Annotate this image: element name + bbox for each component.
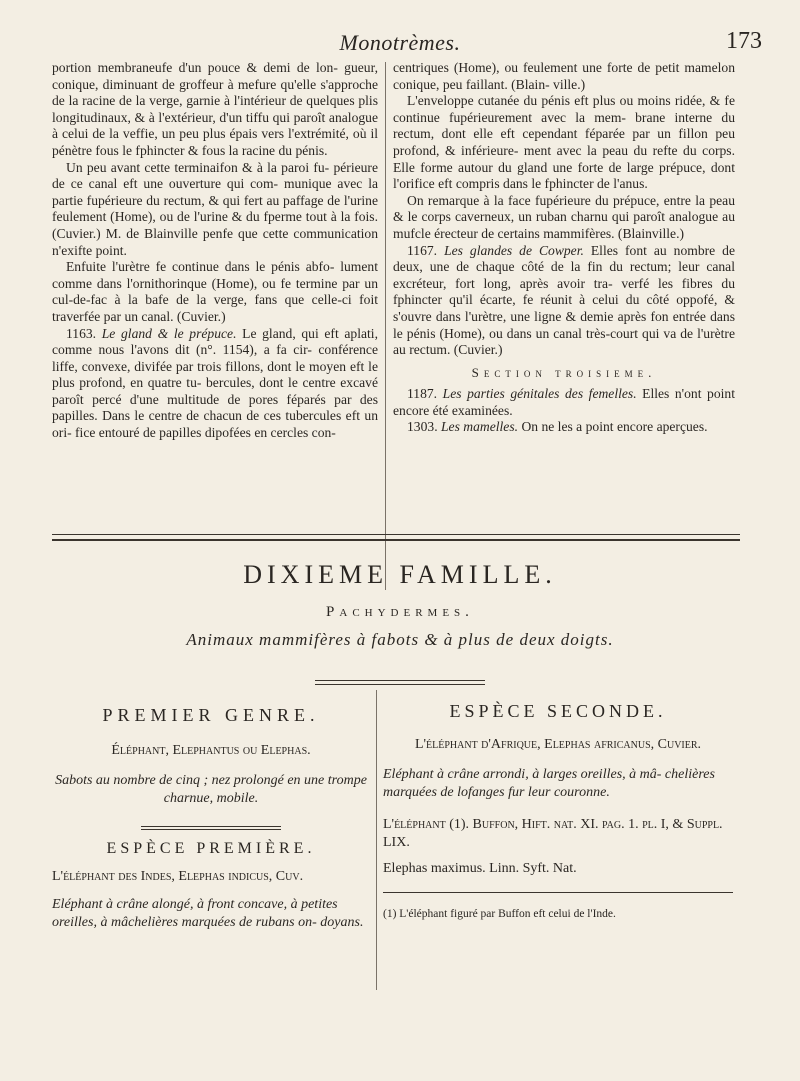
section-rule	[141, 826, 281, 830]
species-heading: ESPÈCE PREMIÈRE.	[106, 840, 316, 857]
double-rule	[52, 534, 740, 541]
species-heading: ESPÈCE SECONDE.	[449, 701, 667, 721]
section-heading: Section troisieme.	[471, 364, 657, 380]
species-name: L'éléphant d'Afrique, Elephas africanus, Cuvier.	[414, 737, 702, 752]
paragraph-heading: Les mamelles.	[441, 419, 519, 435]
column-divider	[376, 690, 377, 990]
running-head	[0, 22, 800, 58]
page-number: 173	[726, 28, 762, 54]
paragraph-text: Elles font au nombre de deux, une de chaque côté de la fin du rectum; leur canal excréteur, fort long, après avoir tra- verfé les fibres du fphincter qu'il écarte, fe réunit à celui du côté oppofé, & s'ouvre dans l'urètre, une ligne & demie après fon entrée dans le pénis (Home), ou dans un canal très-court qui va de l'urètre au rectum. (Cuvier.)	[393, 242, 735, 358]
paragraph-number: 1187.	[407, 386, 438, 402]
paragraph-text: Le gland, qui eft aplati, comme nous l'avons dit (n°. 1154), a fa cir- conférence liffe, convexe, divifée par trois fillons, dont le moyen eft le plus profond, en quatre tu- bercules, dont le centre excavé paroît percé d'une multitude de pores féparés par des papilles. Dans le centre de chacun de ces tubercules eft un ori- fice entouré de papilles dipofées en cercles con-	[52, 325, 378, 441]
paragraph: centriques (Home), ou feulement une forte de petit mamelon conique, peu faillant. (Blain- ville.)	[393, 60, 735, 92]
running-head-title: Monotrèmes.	[339, 30, 461, 55]
paragraph: portion membraneufe d'un pouce & demi de lon- gueur, conique, diminuant de groffeur à mefure qu'elle s'approche de la racine de la verge, garnie à l'intérieur de quelques plis longitudinaux, & à l'extérieur, d'un tiffu qui paroît analogue à celui de la veffie, un peu plus épais vers l'extrémité, où il pénètre fous le fphincter & fous la racine du pénis.	[52, 60, 378, 158]
footnote: (1) L'éléphant figuré par Buffon eft celui de l'Inde.	[383, 908, 616, 920]
text-column-left-top	[52, 60, 378, 442]
species-name: L'éléphant des Indes, Elephas indicus, Cuv.	[52, 869, 304, 884]
paragraph-number: 1163.	[66, 325, 97, 341]
paragraph-heading: Le gland & le prépuce.	[101, 325, 237, 341]
paragraph-text: Elles n'ont point encore été examinées.	[393, 386, 735, 418]
column-divider	[385, 62, 386, 590]
paragraph: Un peu avant cette terminaifon & à la paroi fu- périeure de ce canal eft une ouverture qui com- munique avec la partie fupérieure du rectum, & qui fert au paffage de l'urine feulement (Home), ou de l'urine & du fperme tout à la fois. (Cuvier.) M. de Blainville penfe que cette communication n'exifte point.	[52, 159, 378, 258]
genus-name: Éléphant, Elephantus ou Elephas.	[111, 743, 311, 758]
paragraph-heading: Les glandes de Cowper.	[444, 242, 584, 258]
reference: L'éléphant (1). Buffon, Hift. nat. XI. pag. 1. pl. I, & Suppl. LIX.	[383, 817, 723, 850]
text-column-right-bottom	[383, 702, 733, 923]
species-description: Eléphant à crâne alongé, à front concave, à petites oreilles, à mâchelières marquées de rubans on- doyans.	[52, 897, 364, 930]
family-subtitle: Pachydermes.	[326, 604, 474, 620]
reference: Elephas maximus. Linn. Syft. Nat.	[383, 861, 577, 876]
family-description: Animaux mammifères à fabots & à plus de deux doigts.	[186, 630, 614, 649]
genus-description: Sabots au nombre de cinq ; nez prolongé en une trompe charnue, mobile.	[55, 773, 367, 806]
short-rule	[315, 680, 485, 685]
paragraph: L'enveloppe cutanée du pénis eft plus ou moins ridée, & fe continue fupérieurement avec la mem- brane interne du rectum, dont elle eft cependant féparée par un fillon peu profond, & inférieure- ment avec la peau du refte du corps. Elle forme autour du gland une forte de large prépuce, dont l'orifice eft compris dans le fphincter de l'anus.	[393, 93, 735, 192]
family-title: DIXIEME FAMILLE.	[243, 560, 557, 589]
text-column-right-top	[393, 60, 735, 436]
paragraph-text: On ne les a point encore aperçues.	[521, 419, 708, 435]
paragraph-number: 1303.	[407, 419, 438, 435]
paragraph-1187	[393, 386, 735, 419]
paragraph: On remarque à la face fupérieure du prépuce, entre la peau & le corps caverneux, un ruban charnu qui paroît analogue au mufcle érecteur de certains mammifères. (Blainville.)	[393, 192, 735, 241]
paragraph-1303	[393, 419, 735, 436]
paragraph-1163	[52, 326, 378, 442]
paragraph-number: 1167.	[407, 242, 438, 258]
paragraph: Enfuite l'urètre fe continue dans le pénis abfo- lument comme dans l'ornithorinque (Home), ou fe termine par un cul-de-fac à la bafe de la verge, fans que celle-ci foit traverfée par un canal. (Cuvier.)	[52, 259, 378, 324]
paragraph-1167	[393, 243, 735, 359]
paragraph-heading: Les parties génitales des femelles.	[442, 386, 637, 402]
genus-heading: PREMIER GENRE.	[102, 705, 320, 725]
footnote-rule	[383, 892, 733, 893]
text-column-left-bottom	[52, 702, 370, 932]
species-description: Eléphant à crâne arrondi, à larges oreilles, à mâ- chelières marquées de lofanges fur leur couronne.	[383, 767, 715, 800]
